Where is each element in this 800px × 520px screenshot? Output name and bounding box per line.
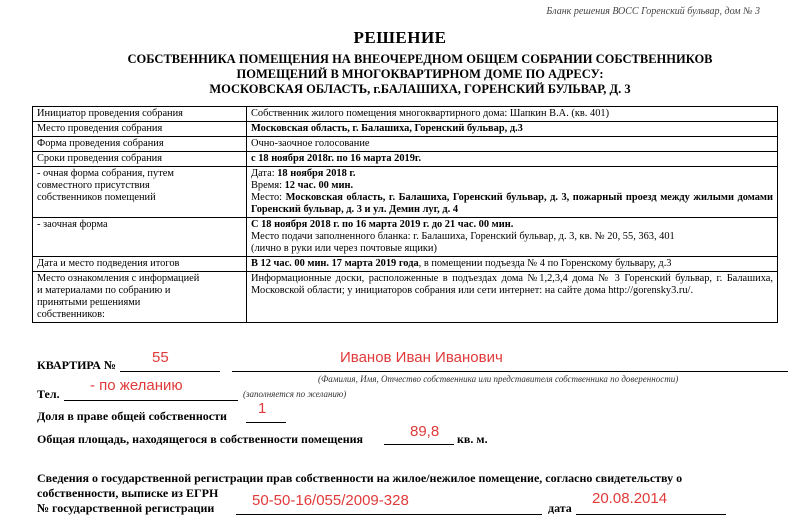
place-value: Московская область, г. Балашиха, Горенский бульвар, д.3 [247,122,778,137]
subtitle-line-2: ПОМЕЩЕНИЙ В МНОГОКВАРТИРНОМ ДОМЕ ПО АДРЕСУ: [236,67,604,81]
ochnaya-time-prefix: Время: [251,180,282,191]
ochnaya-label-line-1: - очная форма собрания, путем [37,168,174,179]
table-row [33,257,778,272]
ochnaya-date-value: 18 ноября 2018 г. [277,168,356,179]
area-unit: кв. м. [457,432,488,446]
info-label [33,272,247,323]
ochnaya-label [33,167,247,218]
area-label: Общая площадь, находящегося в собственности помещения [37,432,364,446]
ochnaya-place-value: Московская область, г. Балашиха, Горенский бульвар, д. 3, пожарный проезд между жилыми домами Горенский бульвар, д. 3 и ул. Демин луг, д. 4 [251,192,773,215]
table-row [33,137,778,152]
place-label: Место проведения собрания [33,122,247,137]
table-row [33,107,778,122]
dates-value: с 18 ноября 2018г. по 16 марта 2019г. [247,152,778,167]
owner-line[interactable] [232,357,788,372]
results-value-bold: В 12 час. 00 мин. 17 марта 2019 года [251,258,419,269]
initiator-label: Инициатор проведения собрания [33,107,247,122]
apartment-label: КВАРТИРА № [37,358,116,372]
subtitle-line-3: МОСКОВСКАЯ ОБЛАСТЬ, г.БАЛАШИХА, ГОРЕНСКИЙ БУЛЬВАР, Д. 3 [209,82,631,96]
registration-text-line-1: Сведения о государственной регистрации прав собственности на жилое/нежилое помещение, согласно свидетельству о [37,471,683,485]
initiator-value: Собственник жилого помещения многоквартирного дома: Шапкин В.А. (кв. 401) [247,107,778,122]
zaochnaya-note: (лично в руки или через почтовые ящики) [251,243,437,254]
zaochnaya-value [247,218,778,257]
ochnaya-date-prefix: Дата: [251,168,275,179]
dates-label: Сроки проведения собрания [33,152,247,167]
info-label-line-4: собственников: [37,309,105,320]
registration-number-value: 50-50-16/055/2009-328 [252,492,409,509]
document-title: РЕШЕНИЕ [353,28,447,47]
info-label-line-2: и материалами по собранию и [37,285,171,296]
area-value: 89,8 [410,423,440,440]
ochnaya-time-value: 12 час. 00 мин. [284,180,354,191]
table-row [33,167,778,218]
results-value-rest: , в помещении подъезда № 4 по Горенскому бульвару, д.3 [418,258,672,269]
subtitle-line-1: СОБСТВЕННИКА ПОМЕЩЕНИЯ НА ВНЕОЧЕРЕДНОМ ОБЩЕМ СОБРАНИИ СОБСТВЕННИКОВ [127,52,713,66]
info-label-line-2-wrap [37,285,242,297]
share-label: Доля в праве общей собственности [37,409,227,423]
table-row [33,122,778,137]
registration-number-label: № государственной регистрации [37,501,215,515]
info-label-line-3: принятыми решениями [37,297,141,308]
table-row [33,272,778,323]
zaochnaya-dates: С 18 ноября 2018 г. по 16 марта 2019 г. до 21 час. 00 мин. [251,219,514,230]
blank-title: Бланк решения ВОСС Горенский бульвар, дом № 3 [546,6,760,17]
owner-name: Иванов Иван Иванович [340,349,503,366]
ochnaya-value [247,167,778,218]
owner-hint: (Фамилия, Имя, Отчество собственника или представителя собственника по доверенности) [318,374,679,384]
ochnaya-place-prefix: Место: [251,192,283,203]
table-row [33,218,778,257]
apartment-line[interactable] [120,357,220,372]
apartment-value: 55 [152,349,169,366]
info-label-line-1: Место ознакомления с информацией [37,273,200,284]
zaochnaya-place: Место подачи заполненного бланка: г. Балашиха, Горенский бульвар, д. 3, кв. № 20, 55, 363, 401 [251,231,675,242]
form-label: Форма проведения собрания [33,137,247,152]
table-row [33,152,778,167]
phone-value: - по желанию [90,377,183,394]
ochnaya-label-line-3: собственников помещений [37,192,156,203]
form-value: Очно-заочное голосование [247,137,778,152]
registration-text-line-2: собственности, выписке из ЕГРН [37,486,219,500]
date-value: 20.08.2014 [592,490,668,507]
phone-hint: (заполняется по желанию) [243,389,347,399]
date-label: дата [548,501,572,515]
meeting-info-table [32,106,778,323]
zaochnaya-label: - заочная форма [33,218,247,257]
phone-label: Тел. [37,387,60,401]
ochnaya-label-line-2: совместного присутствия [37,180,150,191]
results-label: Дата и место подведения итогов [33,257,247,272]
results-value [247,257,778,272]
share-value: 1 [258,400,267,417]
info-value: Информационные доски, расположенные в подъездах дома №1,2,3,4 дома № 3 Горенский бульвар, г. Балашиха, Московской области; у инициаторов собрания или сети интернет: на сайте дома http://gorensky3.ru/. [247,272,778,323]
